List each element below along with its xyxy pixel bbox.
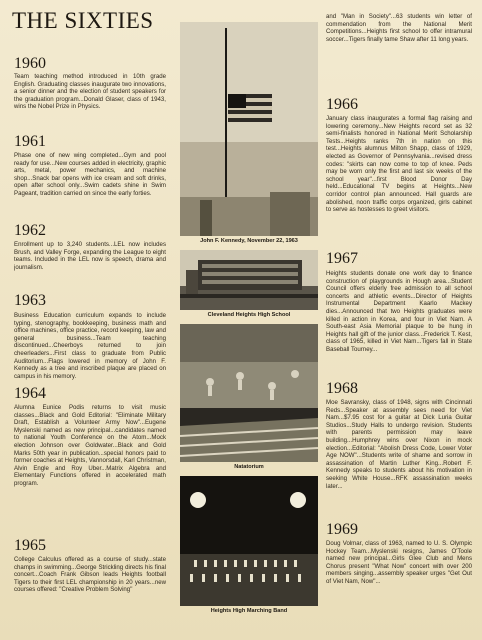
text-1962: Enrollment up to 3,240 students...LEL now includes Brush, and Valley Forge, expanding the League to eight teams. Included in the LEL now is speech, drama and journalism. [14,241,166,271]
year-heading-1961: 1961 [14,133,46,150]
caption-school-photo: Cleveland Heights High School [207,312,291,318]
year-heading-1964: 1964 [14,385,46,402]
text-1961: Phase one of new wing completed...Gym and pool ready for use...New courses added in electricity, graphic arts, metal, power mechanics, and machine shop...Snack bar opens with ice cream and soft drinks, open after school only...Swim cadets shine in Swim Pageant, tradition carried on since the early forties. [14,152,166,197]
year-heading-1969: 1969 [326,521,358,538]
photo-marching-band [180,476,318,606]
text-1965-continued: and "Man in Society"...63 students win letter of commendation from the National Merit Competitions...Heights first school to offer intramural soccer...Tigers finally tame Shaw after 11 long years. [326,13,472,43]
text-1965: College Calculus offered as a course of study...state champs in swimming...George Strickling directs his final concert...Coach Frank Gibson leads Heights football Tigers to their first LEL championship in 20 years...new courses offered: "Creative Problem Solving" [14,556,166,594]
photo-sports-field [180,324,318,408]
year-heading-1966: 1966 [326,96,358,113]
text-1964: Alumna Eunice Podis returns to visit music classes...Black and Gold Editorial: "Eliminate Military Draft, Establish a Volunteer Army Now"...Eugene Myslenski named as new principal...candidates named to national Youth Conference on the Atom...Mock election Johnson over Goldwater...Black and Gold Marks 50th year in publication...special honors paid to former coaches at Heights, Vannorsdall, Karl Christman, Alvin Engle and Roy Uber...Matrix Algebra and Elementary Functions offered in accelerated math program. [14,404,166,487]
year-heading-1968: 1968 [326,380,358,397]
year-heading-1960: 1960 [14,55,46,72]
text-1967: Heights students donate one work day to finance construction of playgrounds in Hough area...Student Council offers elderly free admission to all school concerts and athletic events...Director of Heights Instrumental Department Kaarlo Mackey dies...Announced that two Heights graduates were killed in action in Korea, and four in Viet Nam. A South-east Asia Memorial plaque to be hung in Heights hall gift of the junior class...Frederick T. Kest, class of 1965, killed in Viet Nam...Tigers fall in State Baseball Tourney... [326,270,472,353]
year-heading-1965: 1965 [14,537,46,554]
text-1968: Moe Savransky, class of 1948, signs with Cincinnati Reds...Speaker at assembly sees need for Viet Nam...$7.95 cost for a guitar at Dick Luria Guitar Studios...Study Halls to undergo revision. Students with parents permission may leave building...Humphrey wins over Nixon in mock election...Editorial: "Abolish Dress Code, Lower Voter Age NOW"...Students write of shame and sorrow in assassination of Martin Luther King...Robert F. Kennedy speaks to students about his motivation in seeking White House...RFK assassination weeks later... [326,399,472,490]
caption-marching-band: Heights High Marching Band [210,608,288,614]
text-1969: Doug Volmar, class of 1963, named to U. S. Olympic Hockey Team...Myslenski resigns, James O'Toole named new principal...Girls Glee Club and Mens Chorus present "What Now" concert with over 200 members singing...assembly speaker urges "Get Out of Viet Nam, Now"... [326,540,472,585]
text-1960: Team teaching method introduced in 10th grade English. Graduating classes inaugurate two innovations, a senior dinner and the election of student speakers for the graduation program...Donald Glaser, class of 1943, wins the Nobel Prize in Physics. [14,73,166,111]
photo-high-school [180,250,318,310]
page-title: THE SIXTIES [12,8,154,33]
photo-flag-half-mast [180,22,318,236]
photo-natatorium [180,408,318,462]
year-heading-1962: 1962 [14,222,46,239]
year-heading-1967: 1967 [326,250,358,267]
text-1966: January class inaugurates a formal flag raising and lowering ceremony...New Heights record set as 32 semi-finalists honored in National Merit Scholarship Tests...Heights ranks 7th in nation on this test...Heights alumnus Milton Shapp, class of 1929, elected as Governor of Pennsylvania...revised dress codes: "skirts can now come to top of knee. Peds may be worn only the first and last six weeks of the school year"...first Blood Donor Day held...Educational TV begins at Heights...New corridor control plan announced. Hall guards are abolished, noon traffic corps organized, girls cabinet to serve as hostesses to greet visitors. [326,115,472,214]
caption-flag-photo: John F. Kennedy, November 22, 1963 [200,238,298,244]
year-heading-1963: 1963 [14,292,46,309]
text-1963: Business Education curriculum expands to include typing, stenography, bookkeeping, business math and office machines, office practice, record keeping, law and general business...Team teaching discontinued...Cheerboys returned to join cheerleaders...First class to graduate from Public Auditorium...Flags lowered in memory of John F. Kennedy as a tree and inscribed plaque are placed on campus in his memory. [14,312,166,380]
caption-natatorium: Natatorium [234,464,264,470]
